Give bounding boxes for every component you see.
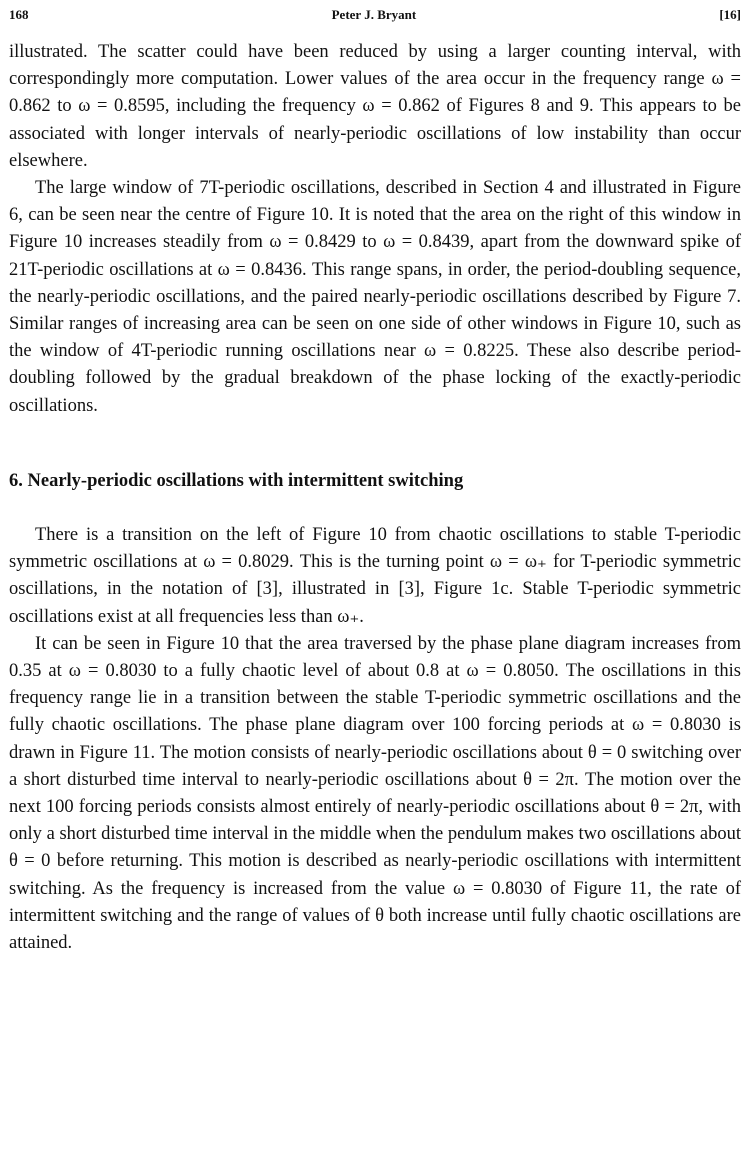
section-heading: 6. Nearly-periodic oscillations with intermittent switching [9, 470, 464, 491]
paragraph-transition: There is a transition on the left of Figure 10 from chaotic oscillations to stable T-periodic symmetric oscillations at ω = 0.8029. This is the turning point ω = ω₊ for T-periodic symmetric oscillations, in the notation of [3], illustrated in [3], Figure 1c. Stable T-periodic symmetric oscillations exist at all frequencies less than ω₊. [9, 525, 741, 627]
paragraph-continued: illustrated. The scatter could have been reduced by using a larger counting interval, with correspondingly more computation. Lower values of the area occur in the frequency range ω = 0.862 to ω = 0.8595, including the frequency ω = 0.862 of Figures 8 and 9. This appears to be associated with longer intervals of nearly-periodic oscillations of low instability than occur elsewhere. [9, 42, 741, 171]
body-text [9, 39, 741, 957]
running-head-author: Peter J. Bryant [331, 7, 417, 22]
page-number: 168 [9, 7, 29, 22]
running-head [9, 3, 741, 27]
paragraph-area: It can be seen in Figure 10 that the area traversed by the phase plane diagram increases from 0.35 at ω = 0.8030 to a fully chaotic level of about 0.8 at ω = 0.8050. The oscillations in this frequency range lie in a transition between the stable T-periodic symmetric oscillations and the fully chaotic oscillations. The phase plane diagram over 100 forcing periods at ω = 0.8030 is drawn in Figure 11. The motion consists of nearly-periodic oscillations about θ = 0 switching over a short disturbed time interval to nearly-periodic oscillations about θ = 2π. The motion over the next 100 forcing periods consists almost entirely of nearly-periodic oscillations about θ = 2π, with only a short disturbed time interval in the middle when the pendulum makes two oscillations about θ = 0 before returning. This motion is described as nearly-periodic oscillations with intermittent switching. As the frequency is increased from the value ω = 0.8030 of Figure 11, the rate of intermittent switching and the range of values of θ both increase until fully chaotic oscillations are attained. [9, 633, 741, 954]
reference-number: [16] [719, 7, 741, 22]
paragraph-window: The large window of 7T-periodic oscillations, described in Section 4 and illustrated in Figure 6, can be seen near the centre of Figure 10. It is noted that the area on the right of this window in Figure 10 increases steadily from ω = 0.8429 to ω = 0.8439, apart from the downward spike of 21T-periodic oscillations at ω = 0.8436. This range spans, in order, the period-doubling sequence, the nearly-periodic oscillations, and the paired nearly-periodic oscillations described by Figure 7. Similar ranges of increasing area can be seen on one side of other windows in Figure 10, such as the window of 4T-periodic running oscillations near ω = 0.8225. These also describe period-doubling followed by the gradual breakdown of the phase locking of the exactly-periodic oscillations. [9, 178, 741, 416]
